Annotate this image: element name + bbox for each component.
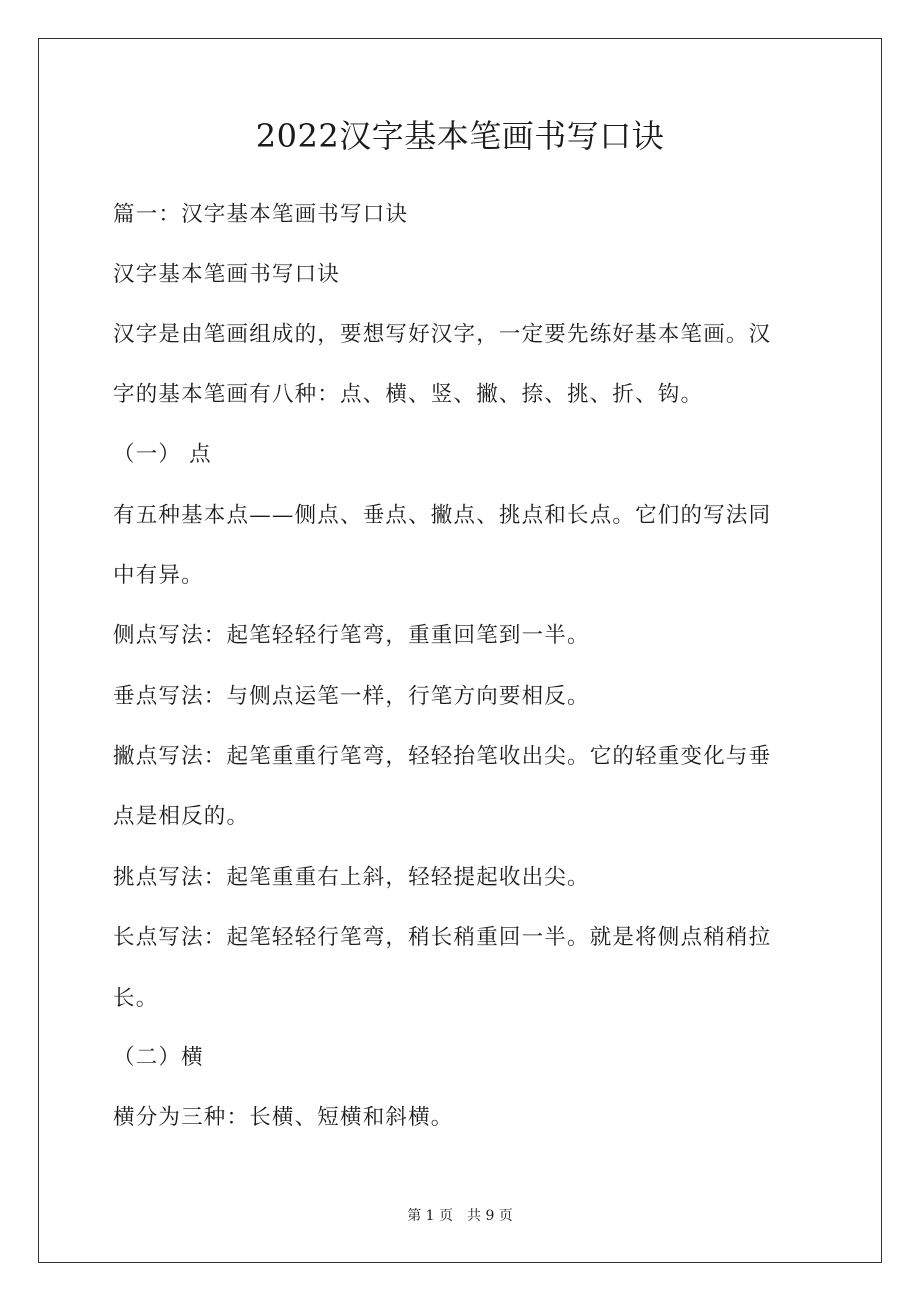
paragraph-line: 长。 — [113, 986, 159, 1011]
paragraph-line: 撇点写法：起笔重重行笔弯，轻轻抬笔收出尖。它的轻重变化与垂 — [113, 744, 772, 769]
paragraph-line: 字的基本笔画有八种：点、横、竖、撇、捺、挑、折、钩。 — [113, 382, 704, 407]
section-heading: （一） 点 — [113, 442, 212, 467]
section-heading: （二）横 — [113, 1045, 204, 1070]
paragraph-line: 中有异。 — [113, 563, 204, 588]
paragraph-line: 篇一：汉字基本笔画书写口诀 — [113, 202, 409, 227]
paragraph-line: 横分为三种：长横、短横和斜横。 — [113, 1105, 454, 1130]
paragraph-line: 挑点写法：起笔重重右上斜，轻轻提起收出尖。 — [113, 865, 590, 890]
document-title: 2022汉字基本笔画书写口诀 — [255, 117, 665, 155]
paragraph-line: 点是相反的。 — [113, 804, 250, 829]
paragraph-line: 长点写法：起笔轻轻行笔弯，稍长稍重回一半。就是将侧点稍稍拉 — [113, 925, 772, 950]
paragraph-line: 汉字是由笔画组成的，要想写好汉字，一定要先练好基本笔画。汉 — [113, 322, 772, 347]
paragraph-line: 垂点写法：与侧点运笔一样，行笔方向要相反。 — [113, 684, 590, 709]
page-number: 第 1 页 共 9 页 — [407, 1208, 513, 1224]
paragraph-line: 汉字基本笔画书写口诀 — [113, 262, 341, 287]
paragraph-line: 侧点写法：起笔轻轻行笔弯，重重回笔到一半。 — [113, 623, 590, 648]
paragraph-line: 有五种基本点——侧点、垂点、撇点、挑点和长点。它们的写法同 — [113, 503, 772, 528]
